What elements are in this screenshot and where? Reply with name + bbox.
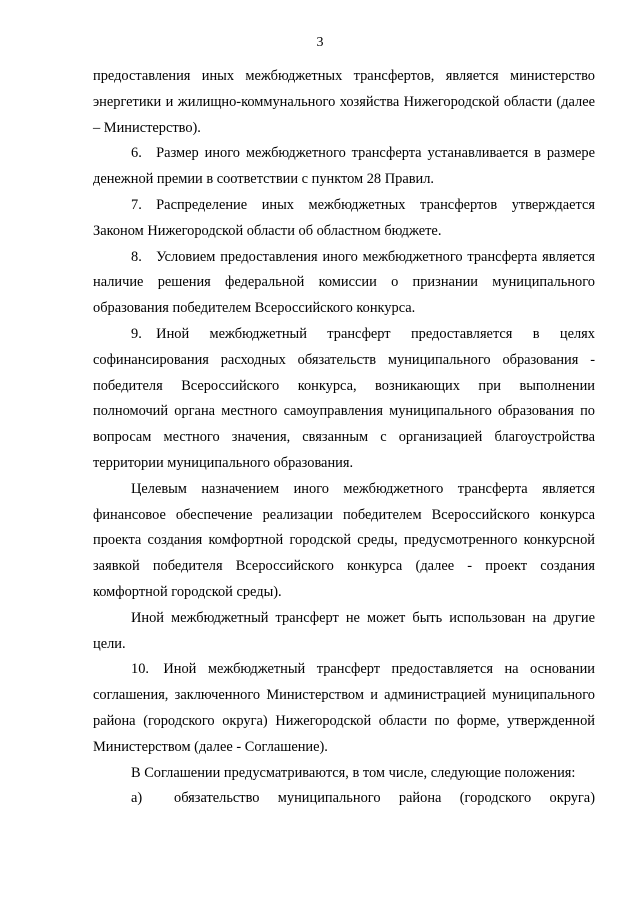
page-number: 3 xyxy=(316,35,324,50)
paragraph-9-target: Целевым назначением иного межбюджетного трансферта является финансовое обеспечение реализации победителем Всероссийского конкурса проекта создания комфортной городской среды, предусмотренного конкурсной заявкой победителя Всероссийского конкурса (далее - проект создания комфортной городской среды). xyxy=(93,480,595,600)
paragraph-6: 6. Размер иного межбюджетного трансферта устанавливается в размере денежной премии в соответствии с пунктом 28 Правил. xyxy=(93,145,595,188)
paragraph-7: 7. Распределение иных межбюджетных трансфертов утверждается Законом Нижегородской области об областном бюджете. xyxy=(93,196,595,239)
paragraph-continuation: предоставления иных межбюджетных трансфертов, является министерство энергетики и жилищно-коммунального хозяйства Нижегородской области (далее – Министерство). xyxy=(93,68,595,136)
document-body xyxy=(93,64,595,812)
list-item-marker: а) xyxy=(131,790,143,807)
paragraph-10: 10. Иной межбюджетный трансферт предоставляется на основании соглашения, заключенного Министерством и администрацией муниципального района (городского округа) Нижегородской области по форме, утвержденной Министерством (далее - Соглашение). xyxy=(93,661,595,755)
paragraph-10-provisions: В Соглашении предусматриваются, в том числе, следующие положения: xyxy=(131,764,576,781)
list-item-text: обязательство муниципального района (городского округа) xyxy=(174,790,595,807)
paragraph-8: 8. Условием предоставления иного межбюджетного трансферта является наличие решения федеральной комиссии о признании муниципального образования победителем Всероссийского конкурса. xyxy=(93,248,595,317)
list-item-a xyxy=(93,786,595,812)
paragraph-9-restriction: Иной межбюджетный трансферт не может быть использован на другие цели. xyxy=(93,609,595,652)
paragraph-9: 9. Иной межбюджетный трансферт предоставляется в целях софинансирования расходных обязательств муниципального образования - победителя Всероссийского конкурса, возникающих при выполнении полномочий органа местного самоуправления муниципального образования по вопросам местного значения, связанным с организацией благоустройства территории муниципального образования. xyxy=(93,325,595,471)
